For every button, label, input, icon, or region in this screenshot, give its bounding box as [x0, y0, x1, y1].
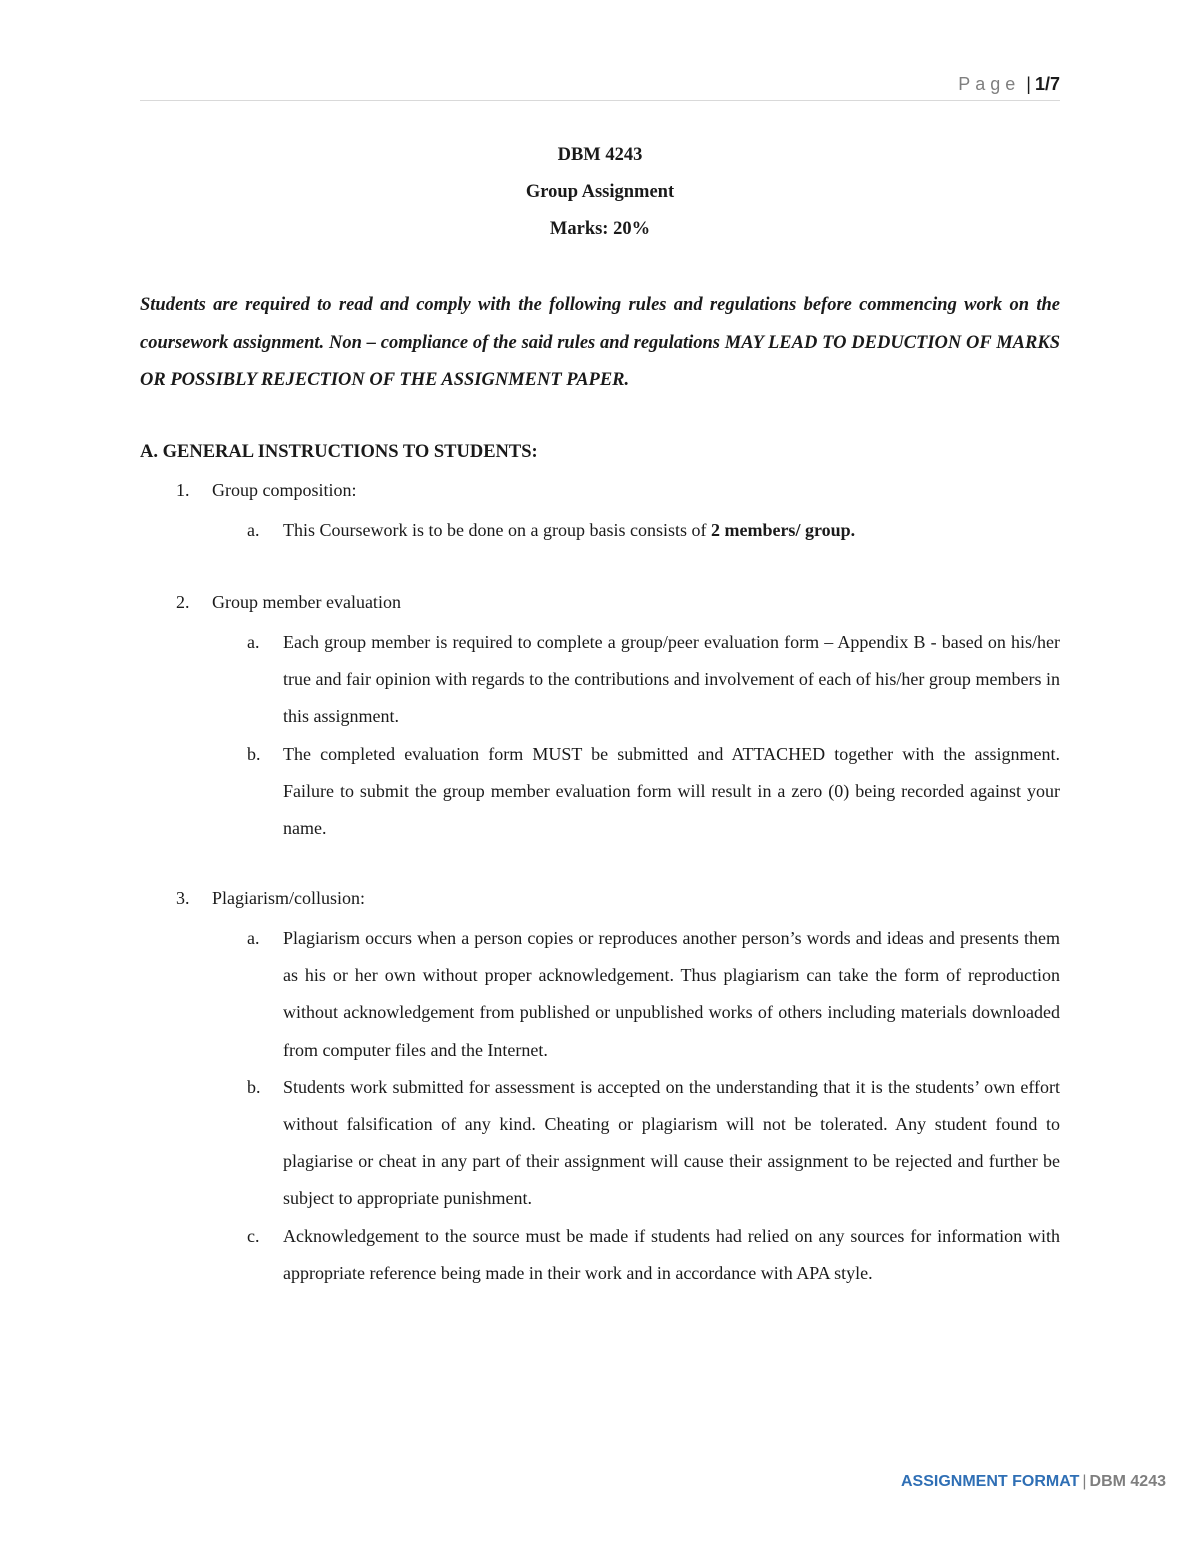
page-footer [901, 1473, 1166, 1491]
footer-title: ASSIGNMENT FORMAT [901, 1473, 1080, 1490]
page-number: 1/7 [1034, 74, 1060, 94]
sub-item [140, 624, 1060, 736]
page-header [140, 74, 1060, 101]
instruction-item-2 [140, 587, 1060, 847]
assignment-type: Group Assignment [525, 182, 675, 202]
item-heading: Group member evaluation [212, 592, 401, 612]
sub-item-letter: b. [247, 1076, 261, 1097]
page-label: Page [958, 74, 1021, 94]
item-number: 3. [176, 888, 190, 908]
sub-item-letter: a. [247, 632, 260, 652]
item-heading-row [140, 475, 1060, 512]
sub-item-text: The completed evaluation form MUST be submitted and ATTACHED together with the assignment. Failure to submit the group member evaluation form will result in a zero (0) being recorded against your name. [283, 743, 1060, 839]
item-heading-row [140, 883, 1060, 920]
sub-item-letter: a. [247, 928, 260, 948]
sub-item-text: Each group member is required to complete a group/peer evaluation form – Appendix B - based on his/her true and fair opinion with regards to the contributions and involvement of each of his/her group members in this assignment. [283, 632, 1060, 727]
sub-item [140, 736, 1060, 848]
sub-item-text: Plagiarism occurs when a person copies or reproduces another person’s words and ideas and presents them as his or her own without proper acknowledgement. Thus plagiarism can take the form of reproduction without acknowledgement from published or unpublished works of others including materials downloaded from computer files and the Internet. [283, 928, 1060, 1060]
sub-item-text: Students work submitted for assessment is accepted on the understanding that it is the students’ own effort without falsification of any kind. Cheating or plagiarism will not be tolerated. Any student found to plagiarise or cheat in any part of their assignment will cause their assignment to be rejected and further be subject to appropriate punishment. [283, 1076, 1060, 1209]
title-block [140, 140, 1060, 251]
item-heading: Plagiarism/collusion: [212, 888, 365, 908]
sub-item-bold-text: 2 members/ group. [710, 520, 856, 540]
item-heading: Group composition: [212, 480, 357, 500]
instruction-item-1 [140, 475, 1060, 549]
sub-item [140, 512, 1060, 549]
footer-separator: | [1082, 1473, 1087, 1490]
sub-item [140, 920, 1060, 1069]
sub-item-text: This Coursework is to be done on a group basis consists of [283, 520, 711, 540]
sub-item-text: Acknowledgement to the source must be made if students had relied on any sources for information with appropriate reference being made in their work and in accordance with APA style. [283, 1225, 1060, 1283]
item-number: 1. [176, 480, 190, 500]
item-heading-row [140, 587, 1060, 624]
sub-item [140, 1218, 1060, 1292]
footer-course-code: DBM 4243 [1089, 1473, 1166, 1490]
assignment-marks: Marks: 20% [549, 219, 651, 239]
compliance-notice: Students are required to read and comply with the following rules and regulations before commencing work on the coursework assignment. Non – compliance of the said rules and regulations MAY LEAD TO DEDUCTION OF MARKS OR POSSIBLY REJECTION OF THE ASSIGNMENT PAPER. [140, 295, 1060, 390]
header-separator: | [1026, 74, 1031, 94]
sub-item [140, 1069, 1060, 1218]
sub-item-letter: b. [247, 743, 261, 764]
course-code: DBM 4243 [557, 145, 643, 165]
section-a-title: A. GENERAL INSTRUCTIONS TO STUDENTS: [140, 442, 538, 462]
sub-item-letter: a. [247, 520, 260, 540]
item-number: 2. [176, 592, 190, 612]
instruction-item-3 [140, 883, 1060, 1292]
sub-item-letter: c. [247, 1225, 260, 1246]
